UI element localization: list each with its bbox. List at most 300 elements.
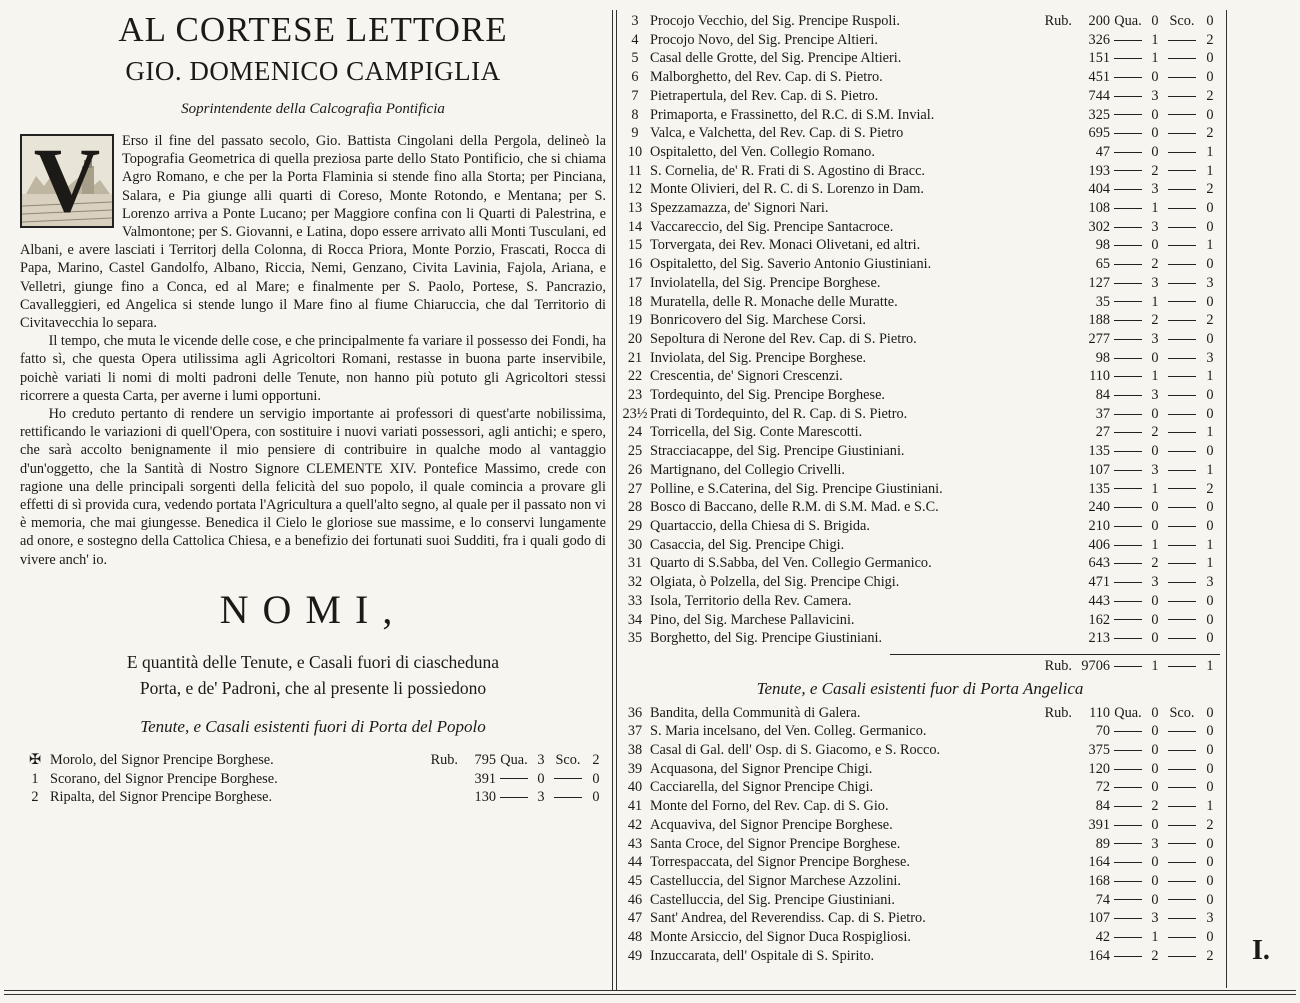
- table-row: [620, 124, 1220, 143]
- sco-value: 0: [1206, 499, 1214, 516]
- estate-name: Borghetto, del Sig. Prencipe Giustiniani.: [650, 630, 883, 647]
- dash-rule: [1114, 750, 1142, 751]
- sco-value: 0: [1206, 405, 1214, 422]
- rub-value: 72: [1095, 779, 1110, 796]
- table-row: [620, 330, 1220, 349]
- qua-value: 1: [1151, 480, 1159, 497]
- right-column: [620, 12, 1220, 987]
- sco-value: 1: [1206, 461, 1214, 478]
- dash-rule: [1114, 825, 1142, 826]
- column-divider: [612, 10, 617, 990]
- rub-label: [1032, 349, 1076, 368]
- sco-label: [1164, 573, 1200, 592]
- rub-value: 164: [1088, 947, 1110, 964]
- dash-rule: [1114, 918, 1142, 919]
- table-row: [620, 947, 1220, 966]
- sco-label: [1164, 872, 1200, 891]
- sco-label: [1164, 49, 1200, 68]
- rub-label: [1032, 367, 1076, 386]
- sco-label: [1164, 367, 1200, 386]
- rub-label: [1032, 330, 1076, 349]
- row-number: 28: [627, 499, 643, 516]
- dash-rule: [1168, 395, 1196, 396]
- dash-rule: [1168, 899, 1196, 900]
- row-number: 19: [627, 312, 643, 329]
- rub-value: 193: [1088, 162, 1110, 179]
- nomi-subtitle-line-2: Porta, e de' Padroni, che al presente li possiedono: [139, 677, 487, 698]
- table-row: [620, 423, 1220, 442]
- row-number: 39: [627, 760, 643, 777]
- row-number: 41: [627, 798, 643, 815]
- row-number: 18: [627, 293, 643, 310]
- dash-rule: [1114, 488, 1142, 489]
- qua-value: 3: [1151, 574, 1159, 591]
- qua-value: 0: [1151, 69, 1159, 86]
- rub-value: 27: [1095, 424, 1110, 441]
- dash-rule: [1168, 862, 1196, 863]
- qua-value: 0: [1151, 13, 1159, 29]
- qua-label: [1110, 611, 1146, 630]
- dash-rule: [1168, 956, 1196, 957]
- rub-label: [1032, 423, 1076, 442]
- table-row: [620, 12, 1220, 31]
- dash-rule: [1114, 601, 1142, 602]
- estate-name: Tordequinto, del Sig. Prencipe Borghese.: [650, 387, 885, 404]
- estate-name: Sant' Andrea, del Reverendiss. Cap. di S. Pietro.: [650, 910, 926, 927]
- sco-label: [1164, 236, 1200, 255]
- rub-label: [1032, 928, 1076, 947]
- dash-rule: [554, 797, 582, 798]
- qua-value: 1: [1151, 50, 1159, 67]
- sco-value: 0: [1206, 218, 1214, 235]
- rub-value: 471: [1088, 574, 1110, 591]
- rub-value: 325: [1088, 106, 1110, 123]
- dash-rule: [500, 797, 528, 798]
- sco-label: [1164, 162, 1200, 181]
- qua-label: [1110, 853, 1146, 872]
- sco-value: 0: [1206, 443, 1214, 460]
- row-number: 32: [627, 574, 643, 591]
- dash-rule: [1168, 507, 1196, 508]
- sco-label: [1164, 31, 1200, 50]
- dash-rule: [1168, 339, 1196, 340]
- dash-rule: [1168, 170, 1196, 171]
- qua-value: 2: [1151, 312, 1159, 329]
- sco-value: 3: [1206, 349, 1214, 366]
- sco-value: 0: [1206, 13, 1214, 29]
- rub-value: 326: [1088, 31, 1110, 48]
- qua-value: 0: [1151, 872, 1159, 889]
- dash-rule: [1114, 563, 1142, 564]
- dash-rule: [1114, 208, 1142, 209]
- dash-rule: [1114, 881, 1142, 882]
- qua-label: [496, 788, 532, 807]
- estate-name: Torvergata, dei Rev. Monaci Olivetani, ed altri.: [650, 237, 921, 254]
- dash-rule: [1114, 582, 1142, 583]
- sco-value: 0: [1206, 293, 1214, 310]
- row-number: 31: [627, 555, 643, 572]
- table-row: [620, 255, 1220, 274]
- section-heading-angelica: Tenute, e Casali esistenti fuor di Porta Angelica: [756, 678, 1084, 698]
- dash-rule: [1168, 414, 1196, 415]
- dash-rule: [1168, 283, 1196, 284]
- estate-name: Ospitaletto, del Ven. Collegio Romano.: [650, 143, 875, 160]
- qua-label: [1110, 386, 1146, 405]
- dash-rule: [1168, 750, 1196, 751]
- qua-value: 0: [1151, 106, 1159, 123]
- sco-value: 2: [1206, 947, 1214, 964]
- sco-label: [1164, 928, 1200, 947]
- qua-label: [1110, 367, 1146, 386]
- qua-label: [1110, 872, 1146, 891]
- qua-value: 3: [1151, 87, 1159, 104]
- sco-label: [1164, 386, 1200, 405]
- rub-label: [1032, 124, 1076, 143]
- rub-value: 744: [1088, 87, 1110, 104]
- sco-value: 1: [1206, 368, 1214, 385]
- row-number: 43: [627, 835, 643, 852]
- sco-value: 0: [1206, 330, 1214, 347]
- qua-value: 0: [1151, 854, 1159, 871]
- dash-rule: [500, 778, 528, 779]
- estate-name: Quarto di S.Sabba, del Ven. Collegio Germanico.: [650, 555, 932, 572]
- sco-value: 0: [1206, 517, 1214, 534]
- rub-value: 110: [1089, 704, 1110, 721]
- row-number: 20: [627, 330, 643, 347]
- qua-label: [1110, 816, 1146, 835]
- dash-rule: [1114, 133, 1142, 134]
- row-number: 6: [631, 69, 639, 86]
- rub-value: 200: [1088, 13, 1110, 29]
- row-number: 9: [631, 125, 639, 142]
- row-number: 25: [627, 443, 643, 460]
- rub-label: [1032, 853, 1076, 872]
- estates-table-angelica: [620, 704, 1220, 966]
- qua-value: 0: [1151, 891, 1159, 908]
- dash-rule: [1114, 339, 1142, 340]
- rub-label: [1032, 592, 1076, 611]
- dash-rule: [1168, 937, 1196, 938]
- estate-name: Acquaviva, del Signor Prencipe Borghese.: [650, 816, 893, 833]
- dash-rule: [1114, 545, 1142, 546]
- estate-name: Casal di Gal. dell' Osp. di S. Giacomo, e S. Rocco.: [650, 742, 941, 759]
- qua-label: [1110, 554, 1146, 573]
- sco-label: [1164, 218, 1200, 237]
- dash-rule: [1114, 937, 1142, 938]
- row-number: 46: [627, 891, 643, 908]
- row-number: 2: [31, 789, 39, 806]
- dash-rule: [1114, 507, 1142, 508]
- dash-rule: [1114, 189, 1142, 190]
- qua-value: 0: [1151, 143, 1159, 160]
- qua-value: 3: [1151, 910, 1159, 927]
- dash-rule: [1168, 787, 1196, 788]
- rub-value: 151: [1088, 50, 1110, 67]
- row-number: 29: [627, 517, 643, 534]
- table-row: [620, 480, 1220, 499]
- rub-label: [1032, 554, 1076, 573]
- qua-value: 2: [1151, 424, 1159, 441]
- sco-value: 2: [1206, 480, 1214, 497]
- dash-rule: [1114, 264, 1142, 265]
- rub-label: [1032, 293, 1076, 312]
- rub-label: Rub.: [1044, 657, 1072, 674]
- qua-label: [1110, 760, 1146, 779]
- table-row: [620, 236, 1220, 255]
- estate-name: Ripalta, del Signor Prencipe Borghese.: [50, 789, 273, 806]
- qua-label: [1110, 835, 1146, 854]
- qua-label: [1110, 573, 1146, 592]
- rub-value: 120: [1088, 760, 1110, 777]
- rub-value: 135: [1088, 443, 1110, 460]
- sco-value: 0: [1206, 872, 1214, 889]
- rub-value: 47: [1095, 143, 1110, 160]
- estate-name: Monte Olivieri, del R. C. di S. Lorenzo in Dam.: [650, 181, 924, 198]
- rub-label: [1032, 311, 1076, 330]
- rub-value: 213: [1088, 630, 1110, 647]
- rub-label: [1032, 909, 1076, 928]
- table-row: [620, 311, 1220, 330]
- sco-label: [1164, 891, 1200, 910]
- dash-rule: [1168, 301, 1196, 302]
- frame-rule: [1226, 10, 1227, 988]
- sco-value: 0: [1206, 854, 1214, 871]
- table-row: [620, 816, 1220, 835]
- table-row: [620, 293, 1220, 312]
- qua-value: 2: [1151, 555, 1159, 572]
- qua-value: 2: [1151, 947, 1159, 964]
- rub-value: 65: [1095, 256, 1110, 273]
- sco-value: 0: [1206, 723, 1214, 740]
- rub-label: [1032, 218, 1076, 237]
- nomi-subtitle-line-1: E quantità delle Tenute, e Casali fuori di ciascheduna: [126, 651, 500, 672]
- table-row: [620, 49, 1220, 68]
- total-table: [620, 657, 1220, 676]
- estate-name: Vaccareccio, del Sig. Prencipe Santacroce.: [650, 218, 894, 235]
- row-number: 49: [627, 947, 643, 964]
- qua-value: 1: [1151, 536, 1159, 553]
- row-number: 11: [628, 162, 642, 179]
- rub-value: 164: [1088, 854, 1110, 871]
- sco-value: 0: [1206, 742, 1214, 759]
- qua-label: [1110, 891, 1146, 910]
- qua-value: 0: [1151, 611, 1159, 628]
- sco-label: [1164, 629, 1200, 648]
- qua-value: 2: [1151, 162, 1159, 179]
- intro-paragraph: Erso il fine del passato secolo, Gio. Battista Cingolani della Pergola, delineò la Topografia Geometrica di quella preziosa parte dello Stato Pontificio, che si chiama Agro Romano, e che per la Porta Flaminia si stende fino alla Storta; per Pinciana, Salara, e Pia giunge alli quarti di Coreso, Monte Rotondo, e Mentana; per S. Lorenzo arriva a Ponte Lucano; per Maggiore confina con li Quarti di Palestrina, e Valmontone; per S. Giovanni, e Latina, dopo essere arrivato alli Monti Tusculani, ed Albani, e avere lasciati i Territorj della Colonna, di Rocca Priora, Monte Porzio, Frascati, Rocca di Papa, Marino, Castel Gandolfo, Albano, Riccia, Nemi, Genzano, Civita Lavinia, Fajola, Ariana, e Velletri, giunge fino a Conca, ed al Mare; e finalmente per S. Paolo, Portese, S. Pancrazio, Cavalleggieri, ed Angelica si stende lungo il Mare fino al fiume Chiaruccia, che dal Territorio di Civitavecchia lo separa.: [20, 133, 606, 332]
- rub-value: 98: [1095, 349, 1110, 366]
- rub-value: 695: [1088, 125, 1110, 142]
- table-row: [620, 554, 1220, 573]
- qua-label: [1110, 68, 1146, 87]
- estate-name: Sepoltura di Nerone del Rev. Cap. di S. Pietro.: [650, 330, 917, 347]
- dash-rule: [1168, 451, 1196, 452]
- row-number: 36: [627, 704, 643, 721]
- rub-label: [1032, 386, 1076, 405]
- total-qua: 1: [1151, 657, 1159, 674]
- table-row: [620, 722, 1220, 741]
- qua-value: 3: [1151, 330, 1159, 347]
- dash-rule: [1168, 432, 1196, 433]
- rub-value: 107: [1088, 910, 1110, 927]
- sco-value: 3: [1206, 910, 1214, 927]
- dash-rule: [1168, 731, 1196, 732]
- rub-label: [1032, 180, 1076, 199]
- sco-label: [1164, 274, 1200, 293]
- dash-rule: [1114, 414, 1142, 415]
- row-number: 35: [627, 630, 643, 647]
- estate-name: Torrespaccata, del Signor Prencipe Borghese.: [650, 854, 910, 871]
- qua-value: 0: [1151, 517, 1159, 534]
- sco-value: 0: [592, 789, 600, 806]
- sco-value: 2: [1206, 816, 1214, 833]
- estate-name: Procojo Vecchio, del Sig. Prencipe Ruspoli.: [650, 13, 900, 29]
- dash-rule: [1114, 152, 1142, 153]
- sco-label: [1164, 517, 1200, 536]
- estate-name: Casaccia, del Sig. Prencipe Chigi.: [650, 536, 845, 553]
- intro-text: [20, 132, 606, 569]
- row-number: 17: [627, 274, 643, 291]
- table-row: [620, 162, 1220, 181]
- dash-rule: [1168, 769, 1196, 770]
- rub-value: 108: [1088, 200, 1110, 217]
- qua-value: 3: [1151, 218, 1159, 235]
- sco-label: [1164, 293, 1200, 312]
- estate-name: Malborghetto, del Rev. Cap. di S. Pietro.: [650, 69, 883, 86]
- estate-name: Procojo Novo, del Sig. Prencipe Altieri.: [650, 31, 878, 48]
- rub-value: 375: [1088, 742, 1110, 759]
- dash-rule: [1114, 358, 1142, 359]
- sco-label: [1164, 611, 1200, 630]
- dash-rule: [1114, 956, 1142, 957]
- rub-label: [1032, 106, 1076, 125]
- rub-label: [1032, 255, 1076, 274]
- rub-label: [1032, 274, 1076, 293]
- table-row: [620, 592, 1220, 611]
- rub-value: 277: [1088, 330, 1110, 347]
- table-row: [20, 751, 606, 770]
- sco-label: [1164, 180, 1200, 199]
- rub-label: [1032, 947, 1076, 966]
- estate-name: Inviolata, del Sig. Prencipe Borghese.: [650, 349, 867, 366]
- rub-value: 443: [1088, 592, 1110, 609]
- sco-value: 0: [1206, 891, 1214, 908]
- qua-value: 3: [1151, 274, 1159, 291]
- rub-value: 406: [1088, 536, 1110, 553]
- rub-label: [1032, 480, 1076, 499]
- dash-rule: [1168, 114, 1196, 115]
- qua-value: 2: [1151, 798, 1159, 815]
- rub-label: [418, 788, 462, 807]
- sco-label: [1164, 199, 1200, 218]
- estate-name: Prati di Tordequinto, del R. Cap. di S. Pietro.: [650, 405, 908, 422]
- rub-label: [1032, 87, 1076, 106]
- total-rub: 9706: [1081, 657, 1110, 674]
- sco-value: 2: [1206, 181, 1214, 198]
- dash-rule: [1114, 283, 1142, 284]
- dash-rule: [1114, 245, 1142, 246]
- sco-label: Sco.: [555, 751, 581, 768]
- table-row: [620, 741, 1220, 760]
- rub-value: 240: [1088, 499, 1110, 516]
- qua-label: [1110, 461, 1146, 480]
- estate-name: Spezzamazza, de' Signori Nari.: [650, 200, 829, 217]
- qua-label: [1110, 49, 1146, 68]
- sco-value: 1: [1206, 798, 1214, 815]
- sco-label: [1164, 405, 1200, 424]
- sco-label: [1164, 442, 1200, 461]
- dash-rule: [1114, 58, 1142, 59]
- dash-rule: [1114, 432, 1142, 433]
- estate-name: Isola, Territorio della Rev. Camera.: [650, 592, 852, 609]
- dash-rule: [1114, 301, 1142, 302]
- estate-name: Castelluccia, del Sig. Prencipe Giustiniani.: [650, 891, 895, 908]
- dash-rule: [1114, 376, 1142, 377]
- qua-label: [1110, 517, 1146, 536]
- estate-name: Castelluccia, del Signor Marchese Azzolini.: [650, 872, 901, 889]
- qua-label: [1110, 218, 1146, 237]
- estate-name: Primaporta, e Frassinetto, del R.C. di S.M. Invial.: [650, 106, 935, 123]
- estate-name: Valca, e Valchetta, del Rev. Cap. di S. Pietro: [650, 125, 904, 142]
- rub-label: Rub.: [1044, 704, 1072, 721]
- dash-rule: [1114, 899, 1142, 900]
- sco-label: [1164, 124, 1200, 143]
- rub-value: 107: [1088, 461, 1110, 478]
- sco-value: 1: [1206, 536, 1214, 553]
- qua-label: [1110, 629, 1146, 648]
- table-row: [620, 274, 1220, 293]
- qua-label: [1110, 162, 1146, 181]
- rub-value: 135: [1088, 480, 1110, 497]
- intro-paragraph: Il tempo, che muta le vicende delle cose, e che principalmente fa variare il possesso dei Fondi, ha fatto sì, che questa Opera utilissima agli Agricoltori Romani, restasse in buona parte inservibile, poichè variati li nomi di molti padroni delle Tenute, non hanno più potuto gli Agricoltori stessi ricorrere a questa Carta, per averne i lumi opportuni.: [20, 333, 606, 404]
- sco-value: 3: [1206, 574, 1214, 591]
- rub-label: [1032, 760, 1076, 779]
- estate-name: Pino, del Sig. Marchese Pallavicini.: [650, 611, 855, 628]
- row-number: 7: [631, 87, 639, 104]
- row-number: 42: [627, 816, 643, 833]
- estate-name: Muratella, delle R. Monache delle Muratte.: [650, 293, 898, 310]
- dash-rule: [1168, 227, 1196, 228]
- rub-label: Rub.: [1044, 13, 1072, 29]
- sco-label: [550, 788, 586, 807]
- dash-rule: [1168, 320, 1196, 321]
- estate-name: Polline, e S.Caterina, del Sig. Prencipe Giustiniani.: [650, 480, 943, 497]
- qua-value: 3: [1151, 461, 1159, 478]
- estate-name: Quartaccio, della Chiesa di S. Brigida.: [650, 517, 870, 534]
- table-row: [620, 386, 1220, 405]
- rub-label: [1032, 442, 1076, 461]
- qua-label: Qua.: [500, 751, 528, 768]
- row-number: 24: [627, 424, 643, 441]
- dash-rule: [1168, 133, 1196, 134]
- qua-label: [1110, 180, 1146, 199]
- sco-value: 1: [1206, 162, 1214, 179]
- rub-label: [1032, 498, 1076, 517]
- dash-rule: [1168, 582, 1196, 583]
- dash-rule: [1114, 806, 1142, 807]
- sco-label: Sco.: [1169, 13, 1195, 29]
- sco-value: 0: [1206, 106, 1214, 123]
- sco-label: [1164, 797, 1200, 816]
- rub-label: [1032, 872, 1076, 891]
- qua-label: [1110, 255, 1146, 274]
- sco-value: 0: [1206, 630, 1214, 647]
- rub-value: 70: [1095, 723, 1110, 740]
- dash-rule: [1168, 806, 1196, 807]
- row-number: 4: [631, 31, 639, 48]
- rub-label: [1032, 162, 1076, 181]
- row-number: 12: [627, 181, 643, 198]
